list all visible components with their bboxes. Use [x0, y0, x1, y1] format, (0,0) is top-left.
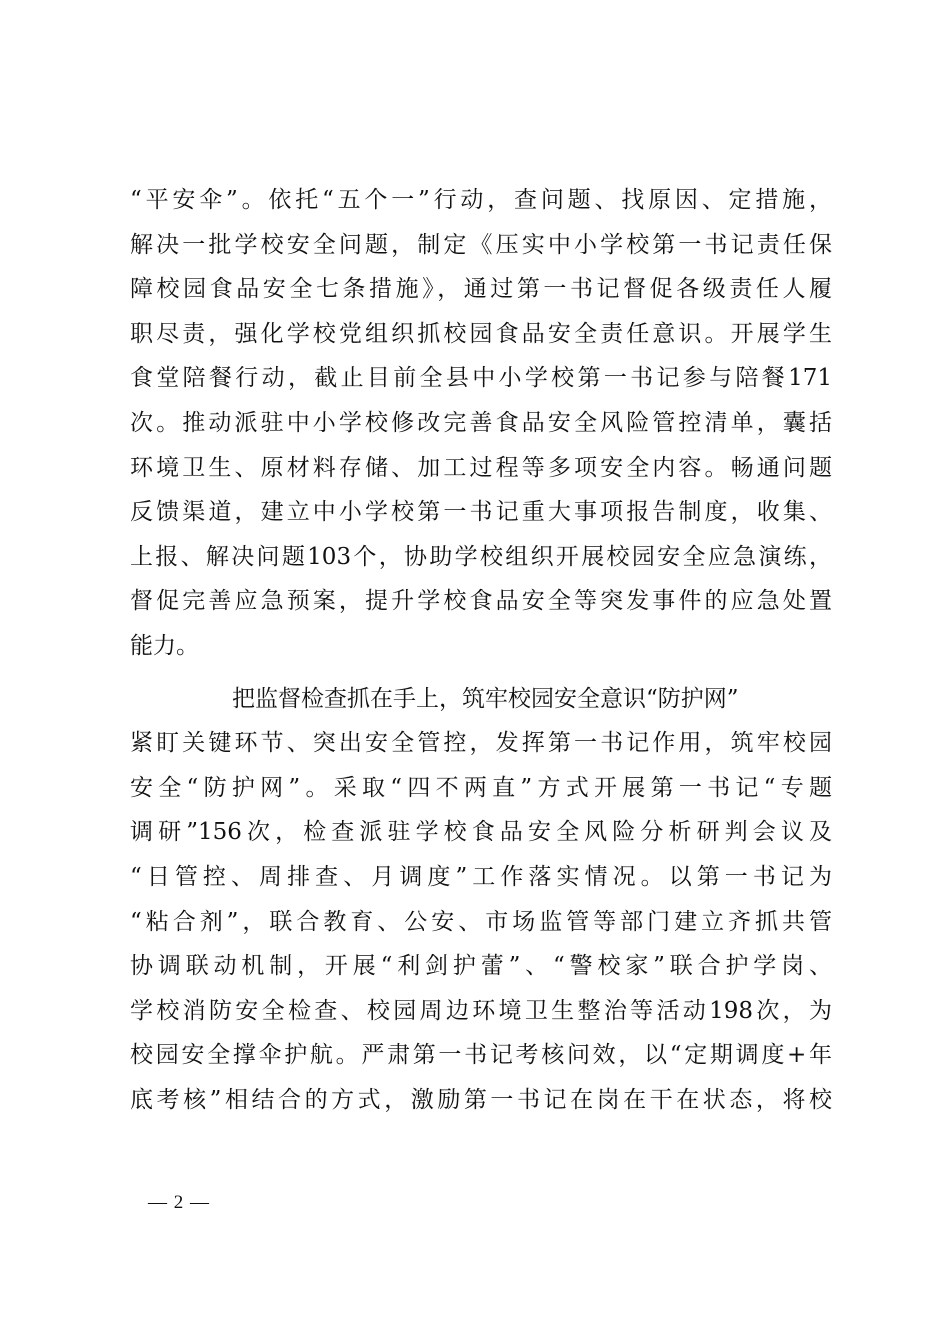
- paragraph-2: [130, 677, 832, 1123]
- text-line: 督促完善应急预案，提升学校食品安全等突发事件的应急处置: [130, 588, 832, 615]
- text-line: 反馈渠道，建立中小学校第一书记重大事项报告制度，收集、: [130, 499, 832, 526]
- text-line: 学校消防安全检查、校园周边环境卫生整治等活动198次，为: [130, 997, 832, 1024]
- text-line: “日管控、周排查、月调度”工作落实情况。以第一书记为: [130, 863, 832, 890]
- text-line: 解决一批学校安全问题，制定《压实中小学校第一书记责任保: [130, 231, 832, 258]
- text-line: 紧盯关键环节、突出安全管控，发挥第一书记作用，筑牢校园: [130, 730, 832, 757]
- section-heading: 把监督检查抓在手上，筑牢校园安全意识“防护网”: [232, 685, 739, 712]
- text-line: 环境卫生、原材料存储、加工过程等多项安全内容。畅通问题: [130, 454, 832, 481]
- text-line: 上报、解决问题103个，协助学校组织开展校园安全应急演练，: [130, 543, 832, 570]
- text-line: 职尽责，强化学校党组织抓校园食品安全责任意识。开展学生: [130, 320, 832, 347]
- paragraph-1: [130, 178, 832, 669]
- text-line: 协调联动机制，开展“利剑护蕾”、“警校家”联合护学岗、: [130, 953, 832, 980]
- text-line: “粘合剂”，联合教育、公安、市场监管等部门建立齐抓共管: [130, 908, 832, 935]
- document-body: [130, 178, 832, 1122]
- page-number: — 2 —: [148, 1192, 210, 1213]
- text-line: 底考核”相结合的方式，激励第一书记在岗在干在状态，将校: [130, 1086, 832, 1113]
- text-line: 校园安全撑伞护航。严肃第一书记考核问效，以“定期调度+年: [130, 1042, 832, 1069]
- text-line: 安全“防护网”。采取“四不两直”方式开展第一书记“专题: [130, 774, 832, 801]
- text-line: 次。推动派驻中小学校修改完善食品安全风险管控清单，囊括: [130, 409, 832, 436]
- text-line: “平安伞”。依托“五个一”行动，查问题、找原因、定措施，: [130, 187, 832, 213]
- text-line: 食堂陪餐行动，截止目前全县中小学校第一书记参与陪餐171: [130, 365, 832, 392]
- text-line: 障校园食品安全七条措施》，通过第一书记督促各级责任人履: [130, 276, 832, 303]
- text-line: 调研”156次，检查派驻学校食品安全风险分析研判会议及: [130, 819, 832, 846]
- text-line: 能力。: [130, 632, 199, 659]
